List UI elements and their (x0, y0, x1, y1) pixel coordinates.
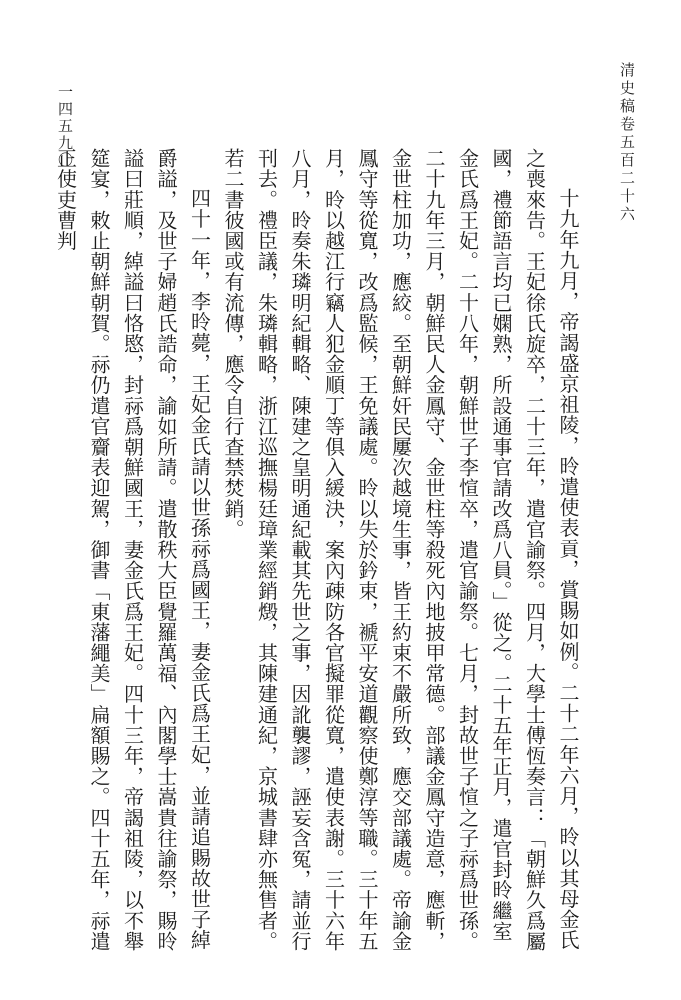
vertical-text-body (53, 148, 584, 960)
page-number: 一四五九〇 (56, 84, 74, 169)
paragraph-1: 十九年九月，帝謁盛京祖陵，昤遣使表貢，賞賜如例。二十二年六月，昤以其母金氏之喪來告。王妃徐氏旋卒，二十三年，遣官諭祭。四月，大學士傅恆奏言：「朝鮮久爲屬國，禮節語言均已嫻熟，所設通事官請改爲八員。」從之。二十五年正月，遣官封昤繼室金氏爲王妃。二十八年，朝鮮世子李愃卒，遣官諭祭。七月，封故世子愃之子祘爲世孫。二十九年三月，朝鮮民人金鳳守、金世柱等殺死內地披甲常德。部議金鳳守造意，應斬，金世柱加功，應絞。至朝鮮奸民屢次越境生事，皆王約束不嚴所致，應交部議處。帝諭金鳳守等從寬，改爲監候，王免議處。昤以失於鈐束，褫平安道觀察使鄭淳等職。三十年五月，昤以越江行竊人犯金順丁等俱入緩決，案內疎防各官擬罪從寬，遣使表謝。三十六年八月，昤奏朱璘明紀輯略、陳建之皇明通紀載其先世之事，因訛襲謬，誣妄含冤，請並行刊去。禮臣議，朱璘輯略，浙江巡撫楊廷璋業經銷燬，其陳建通紀，京城書肆亦無售者。若二書彼國或有流傳，應令自行查禁焚銷。 (221, 148, 580, 952)
paragraph-2: 四十一年，李昤薨，王妃金氏請以世孫祘爲國王，妻金氏爲王妃，並請追賜故世子綽爵謚，及世子婦趙氏誥命，諭如所請。遣散秩大臣覺羅萬福、內閣學士嵩貴往諭祭，賜昤謚曰莊順，綽謚曰恪愍，封祘爲朝鮮國王，妻金氏爲王妃。四十三年，帝謁祖陵，以不舉筵宴，敕止朝鮮朝賀。祘仍遣官齎表迎駕，御書「東藩繩美」扁額賜之。四十五年，祘遣正使吏曹判 (53, 148, 212, 952)
page-header-title: 清史稿卷五百二十六 (618, 62, 636, 224)
